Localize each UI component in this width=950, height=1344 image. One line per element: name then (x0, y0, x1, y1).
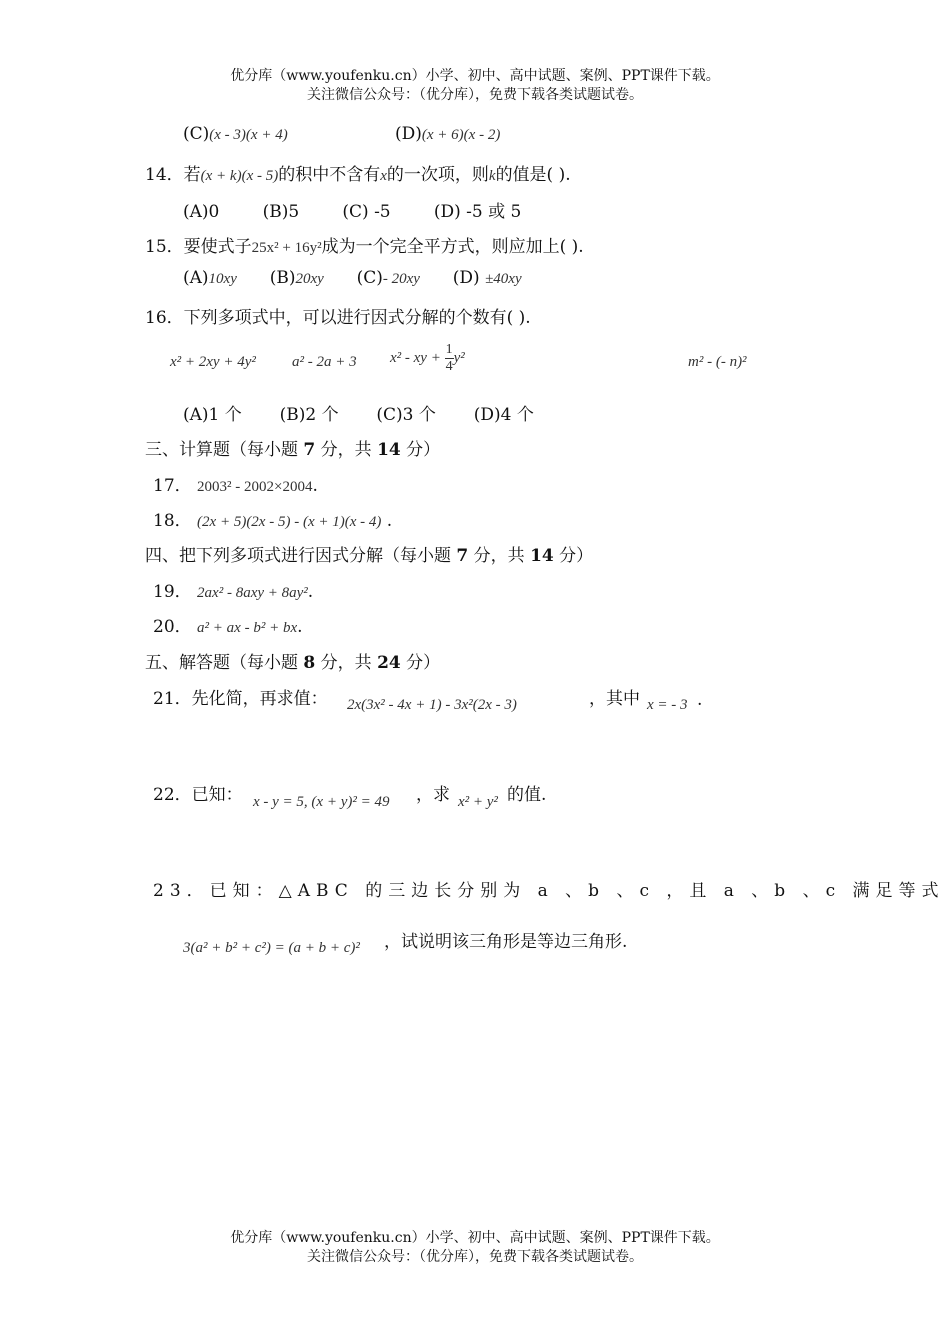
q17-question (153, 471, 318, 496)
section-4-title-post: 分） (553, 546, 594, 566)
q16-expr-3-post: y² (453, 349, 465, 366)
q17-expr: 2003² - 2002×2004 (197, 479, 313, 495)
q19-period: . (307, 582, 314, 602)
q14-text-mid: 的积中不含有 (278, 165, 381, 185)
q23-line-1 (153, 876, 945, 901)
q23-number: 23． (153, 881, 210, 901)
q14-text-pre: 若 (183, 165, 201, 185)
q15-options (183, 268, 522, 288)
q19-expr: 2ax² - 8axy + 8ay² (197, 585, 308, 601)
q21-condition: x = - 3 (647, 697, 688, 713)
q15-option-c-label: (C) (356, 268, 383, 288)
section-4-title-mid: 分，共 (468, 546, 531, 566)
q16-expr-1: x² + 2xy + 4y² (170, 354, 256, 370)
q18-period: . (386, 511, 393, 531)
section-3-total: 14 (377, 440, 401, 460)
q16-fraction-numerator: 1 (445, 342, 453, 357)
section-4-total: 14 (530, 546, 554, 566)
q19-question (153, 577, 313, 602)
q15-option-d-label: (D) (452, 268, 480, 288)
q22-number: 22． (153, 785, 192, 805)
q13-option-c (183, 124, 288, 144)
section-4-points: 7 (456, 546, 469, 566)
q23-post: ，试说明该三角形是等边三角形. (384, 932, 628, 952)
q15-text-post: 成为一个完全平方式，则应加上( ). (321, 237, 584, 257)
q21-mid: ，其中 (589, 689, 640, 709)
q15-text-pre: 要使式子 (183, 237, 252, 257)
q22-lead (153, 780, 243, 805)
q13-option-c-label: (C) (183, 124, 210, 144)
q13-option-d-label: (D) (395, 124, 422, 144)
q16-number: 16． (145, 308, 184, 328)
q16-fraction-denominator: 4 (445, 359, 453, 374)
q14-options: (A)0 (B)5 (C) -5 (D) -5 或 5 (183, 202, 522, 222)
q15-expr: 25x² + 16y² (251, 240, 322, 256)
q20-number: 20． (153, 617, 192, 637)
q16-expr-3-pre: x² - xy + (390, 349, 441, 366)
q20-period: . (297, 617, 303, 637)
q21-lead (153, 684, 328, 709)
q21-period: . (697, 690, 703, 710)
q22-expr: x - y = 5, (x + y)² = 49 (253, 794, 390, 810)
footer-line-2: 关注微信公众号：（优分库），免费下载各类试题试卷。 (307, 1249, 643, 1265)
q23-text: 已知：△ABC 的三边长分别为 a 、b 、c ，且 a 、b 、c 满足等式 (209, 881, 945, 901)
q16-text: 下列多项式中，可以进行因式分解的个数有( ). (183, 308, 531, 328)
q17-period: . (312, 476, 318, 496)
q21-text-pre: 先化简，再求值： (191, 689, 328, 709)
q18-question (153, 506, 392, 531)
q14-text-post: 的值是( ). (495, 165, 571, 185)
q23-expr: 3(a² + b² + c²) = (a + b + c)² (183, 940, 360, 956)
q16-question (145, 303, 531, 328)
footer-line-1: 优分库（www.youfenku.cn）小学、初中、高中试题、案例、PPT课件下载。 (230, 1230, 720, 1246)
section-4-title-pre: 四、把下列多项式进行因式分解（每小题 (145, 546, 457, 566)
q16-fraction (445, 342, 454, 375)
q15-option-b-label: (B) (269, 268, 296, 288)
section-5-title-mid: 分，共 (315, 653, 378, 673)
q13-option-c-expr: (x - 3)(x + 4) (209, 127, 288, 143)
q15-option-a-label: (A) (183, 268, 209, 288)
q15-question (145, 232, 584, 257)
q21-number: 21． (153, 689, 192, 709)
q18-expr: (2x + 5)(2x - 5) - (x + 1)(x - 4) (197, 514, 382, 530)
q19-number: 19． (153, 582, 192, 602)
header-line-1: 优分库（www.youfenku.cn）小学、初中、高中试题、案例、PPT课件下载。 (230, 68, 720, 84)
q14-number: 14． (145, 165, 184, 185)
q20-question (153, 612, 303, 637)
section-3-points: 7 (303, 440, 316, 460)
q14-var-k: k (488, 168, 496, 184)
section-5-title-post: 分） (400, 653, 441, 673)
section-4-title (145, 541, 593, 566)
q14-expr: (x + k)(x - 5) (200, 168, 279, 184)
q14-question (145, 160, 571, 185)
q16-options: (A)1 个 (B)2 个 (C)3 个 (D)4 个 (183, 405, 534, 425)
section-3-title-post: 分） (400, 440, 441, 460)
q17-number: 17． (153, 476, 192, 496)
q15-number: 15． (145, 237, 184, 257)
section-5-total: 24 (377, 653, 401, 673)
q15-option-c-expr: - 20xy (382, 271, 420, 287)
q15-option-a-expr: 10xy (208, 271, 237, 287)
section-5-title (145, 648, 440, 673)
q20-expr: a² + ax - b² + bx (197, 620, 298, 636)
section-3-title-mid: 分，共 (315, 440, 378, 460)
q22-mid: ，求 (416, 785, 450, 805)
q16-expr-3 (390, 342, 465, 375)
q22-text-pre: 已知： (191, 785, 243, 805)
q14-var-x: x (380, 168, 387, 184)
section-3-title (145, 435, 440, 460)
header-line-2: 关注微信公众号：（优分库），免费下载各类试题试卷。 (307, 87, 643, 103)
q21-expr: 2x(3x² - 4x + 1) - 3x²(2x - 3) (347, 697, 517, 713)
q13-option-d-expr: (x + 6)(x - 2) (421, 127, 501, 143)
q18-number: 18． (153, 511, 192, 531)
q16-expr-4: m² - (- n)² (688, 354, 747, 370)
q22-post: 的值. (507, 785, 547, 805)
section-3-title-pre: 三、计算题（每小题 (145, 440, 304, 460)
q15-option-b-expr: 20xy (295, 271, 324, 287)
q15-option-d-expr: ±40xy (485, 271, 522, 287)
section-5-title-pre: 五、解答题（每小题 (145, 653, 304, 673)
section-5-points: 8 (303, 653, 316, 673)
q14-text-mid2: 的一次项，则 (386, 165, 489, 185)
q16-expr-2: a² - 2a + 3 (292, 354, 357, 370)
q13-option-d (395, 124, 500, 144)
q22-target: x² + y² (458, 794, 498, 810)
